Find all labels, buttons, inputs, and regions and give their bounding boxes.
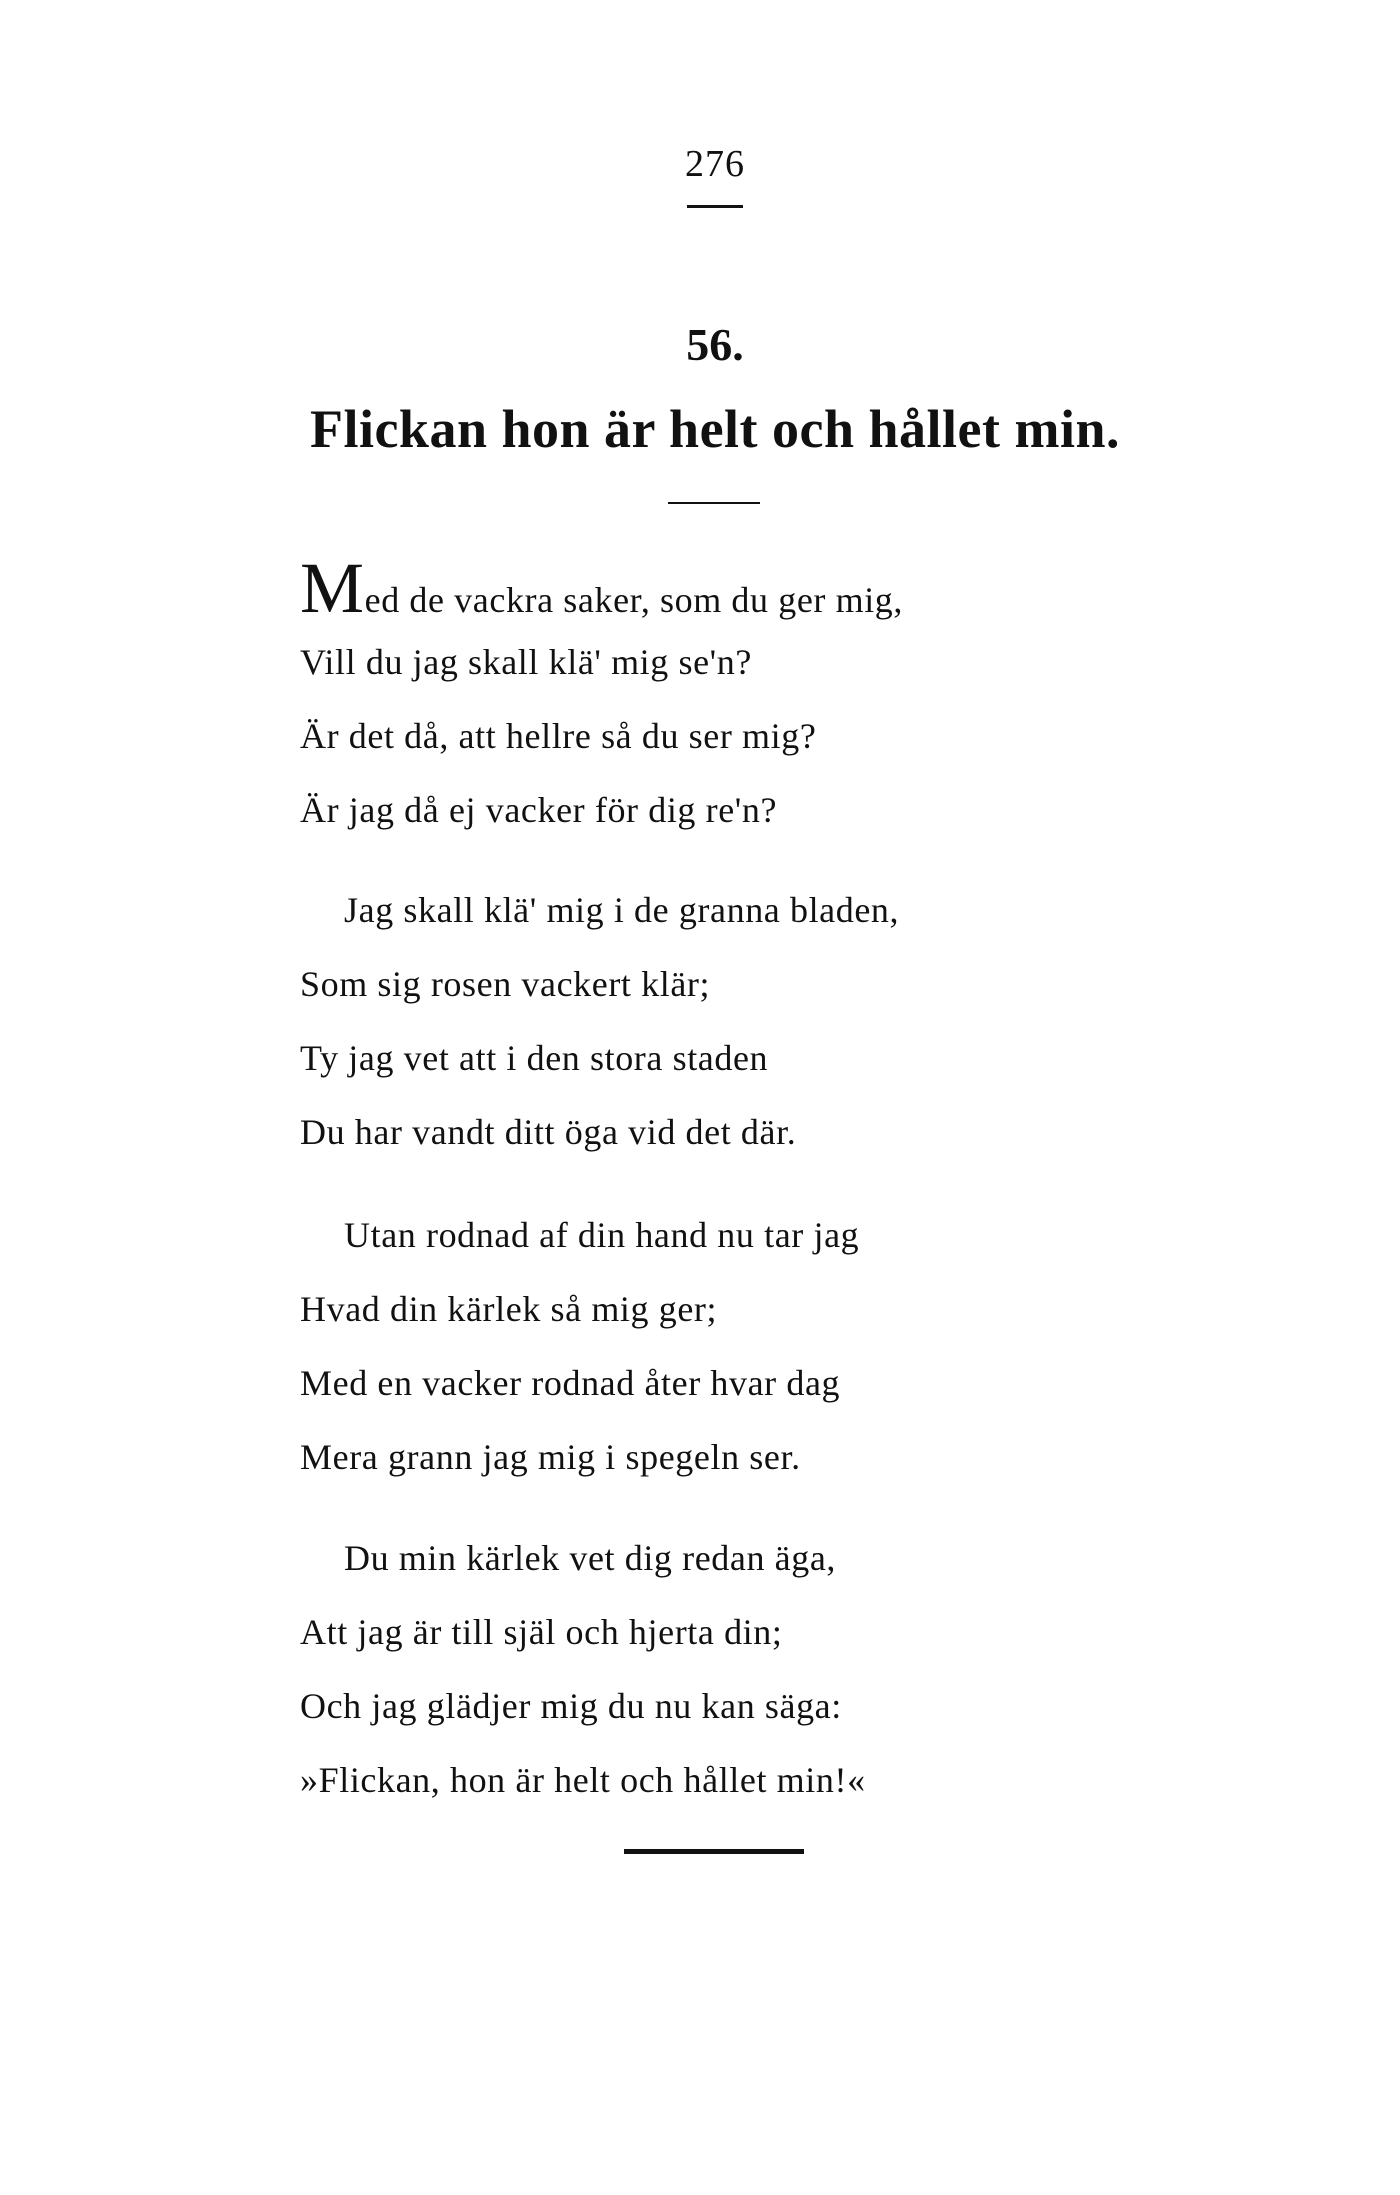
poem-line: Hvad din kärlek så mig ger;: [300, 1289, 718, 1329]
poem-title: Flickan hon är helt och hållet min.: [309, 399, 1121, 459]
poem-number: 56.: [686, 319, 744, 370]
poem-line: Är det då, att hellre så du ser mig?: [300, 716, 817, 756]
page-number-rule: [687, 205, 743, 208]
poem-line: Du min kärlek vet dig redan äga,: [344, 1538, 837, 1578]
first-line-text: ed de vackra saker, som du ger mig,: [364, 580, 904, 620]
end-rule: [624, 1849, 804, 1854]
poem-line: Mera grann jag mig i spegeln ser.: [300, 1437, 801, 1477]
poem-line: Med en vacker rodnad åter hvar dag: [300, 1363, 841, 1403]
poem-line: Som sig rosen vackert klär;: [300, 964, 711, 1004]
poem-line: »Flickan, hon är helt och hållet min!«: [300, 1760, 866, 1800]
page-number: 276: [685, 143, 745, 185]
poem-line: Utan rodnad af din hand nu tar jag: [344, 1215, 860, 1255]
poem-line: Du har vandt ditt öga vid det där.: [300, 1112, 797, 1152]
poem-line: Är jag då ej vacker för dig re'n?: [300, 790, 778, 830]
poem-line: Vill du jag skall klä' mig se'n?: [300, 642, 752, 682]
poem-line: [300, 548, 904, 628]
title-rule: [668, 502, 760, 504]
poem-line: Och jag glädjer mig du nu kan säga:: [300, 1686, 842, 1726]
drop-cap: M: [300, 548, 365, 628]
poem-line: Jag skall klä' mig i de granna bladen,: [344, 890, 900, 930]
poem-line: Ty jag vet att i den stora staden: [300, 1038, 769, 1078]
poem-line: Att jag är till själ och hjerta din;: [300, 1612, 783, 1652]
